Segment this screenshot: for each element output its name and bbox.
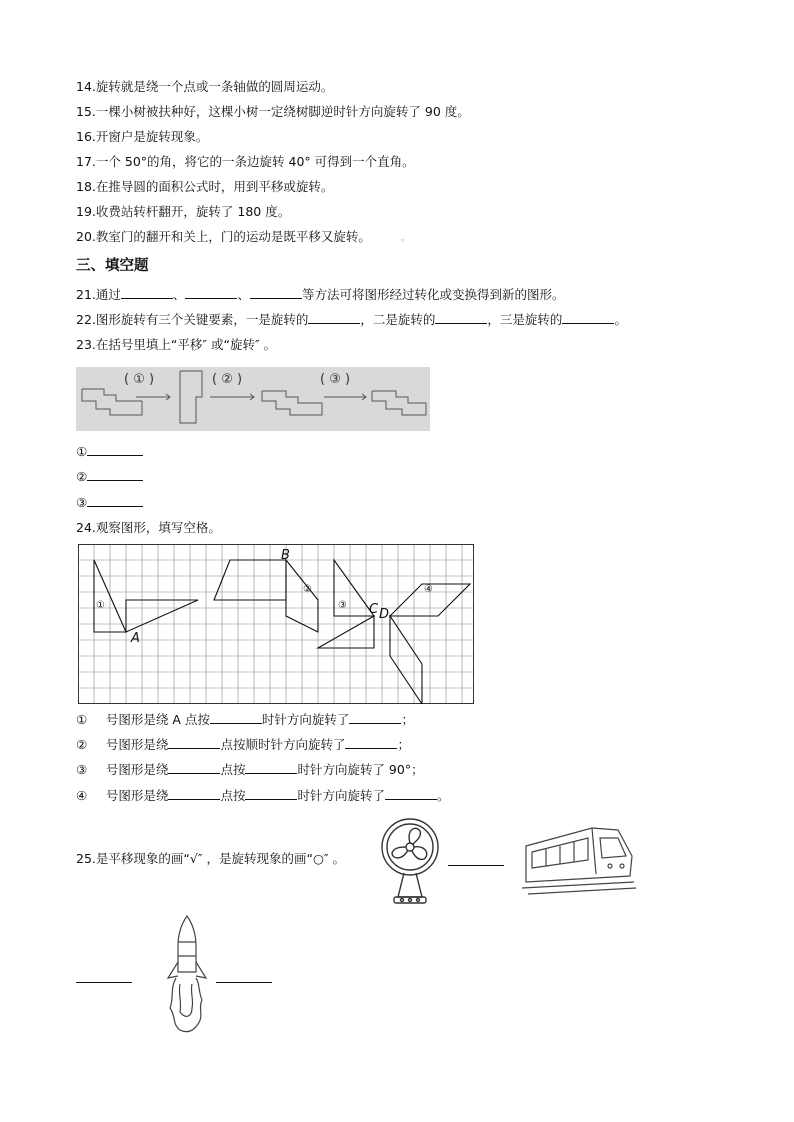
train-icon bbox=[522, 816, 638, 896]
fan-answer-blank[interactable] bbox=[448, 853, 504, 869]
question-25: 25.是平移现象的画“√″ ，是旋转现象的画“○″ 。 bbox=[76, 851, 346, 866]
shape-3-rotated bbox=[318, 616, 374, 648]
answer-blank[interactable] bbox=[245, 787, 297, 800]
answer-blank[interactable] bbox=[121, 286, 173, 299]
answer-line-2: ② bbox=[76, 468, 143, 486]
label-1: ( ① ) bbox=[124, 372, 155, 387]
answer-blank[interactable] bbox=[562, 311, 614, 324]
rotation-grid bbox=[78, 544, 474, 704]
answer-blank[interactable] bbox=[168, 761, 220, 774]
shape-2 bbox=[214, 560, 286, 600]
rocket-icon bbox=[160, 912, 214, 1036]
question-23: 23.在括号里填上“平移″ 或“旋转″ 。 bbox=[76, 337, 277, 352]
answer-blank[interactable] bbox=[168, 787, 220, 800]
point-label-d: D bbox=[379, 607, 390, 622]
label-2: ( ② ) bbox=[212, 372, 243, 387]
question-24: 24.观察图形，填写空格。 bbox=[76, 520, 221, 535]
answer-blank[interactable] bbox=[87, 468, 143, 481]
point-label-b: B bbox=[281, 548, 290, 563]
answer-blank[interactable] bbox=[168, 736, 220, 749]
shape-label-1: ① bbox=[96, 600, 105, 611]
answer-blank[interactable] bbox=[349, 711, 401, 724]
q24-item-3: ③ 号图形是绕 点按 时针方向旋转了 90°； bbox=[76, 762, 424, 777]
question-22: 22.图形旋转有三个关键要素，一是旋转的 ，二是旋转的 ，三是旋转的 。 bbox=[76, 312, 627, 327]
shape-4-rotated bbox=[390, 616, 422, 704]
shape-label-4: ④ bbox=[424, 584, 433, 595]
shape-1-rotated bbox=[126, 600, 198, 632]
translation-figure bbox=[76, 367, 430, 431]
answer-blank[interactable] bbox=[385, 787, 437, 800]
q24-item-1: ① 号图形是绕 A 点按 时针方向旋转了 ； bbox=[76, 712, 414, 727]
rocket-answer-blank-left[interactable] bbox=[76, 970, 132, 986]
question-21: 21.通过 、 、 等方法可将图形经过转化或变换得到新的图形。 bbox=[76, 287, 565, 302]
question-16: 16.开窗户是旋转现象。 bbox=[76, 129, 209, 144]
answer-line-1: ① bbox=[76, 443, 143, 461]
fan-icon bbox=[378, 815, 442, 907]
answer-blank[interactable] bbox=[308, 311, 360, 324]
answer-blank[interactable] bbox=[87, 443, 143, 456]
point-label-a: A bbox=[131, 631, 140, 646]
question-20: 20.教室门的翻开和关上，门的运动是既平移又旋转。 [ ] bbox=[76, 229, 405, 244]
shape-label-2: ② bbox=[303, 584, 312, 595]
point-label-c: C bbox=[369, 602, 379, 617]
rocket-answer-blank-right[interactable] bbox=[216, 970, 272, 986]
answer-blank[interactable] bbox=[345, 736, 397, 749]
answer-blank[interactable] bbox=[245, 761, 297, 774]
answer-line-3: ③ bbox=[76, 494, 143, 512]
q24-item-2: ② 号图形是绕 点按顺时针方向旋转了 ； bbox=[76, 737, 410, 752]
rotation-grid-figure bbox=[78, 544, 474, 704]
question-14: 14.旋转就是绕一个点或一条轴做的圆周运动。 bbox=[76, 79, 334, 94]
shape-label-3: ③ bbox=[338, 600, 347, 611]
label-3: ( ③ ) bbox=[320, 372, 351, 387]
section-heading: 三、填空题 bbox=[76, 258, 149, 274]
question-19: 19.收费站转杆翻开，旋转了 180 度。 bbox=[76, 204, 291, 219]
answer-blank[interactable] bbox=[435, 311, 487, 324]
question-17: 17.一个 50°的角，将它的一条边旋转 40° 可得到一个直角。 bbox=[76, 154, 415, 169]
answer-blank[interactable] bbox=[250, 286, 302, 299]
question-15: 15.一棵小树被扶种好，这棵小树一定绕树脚逆时针方向旋转了 90 度。 bbox=[76, 104, 470, 119]
answer-blank[interactable] bbox=[87, 494, 143, 507]
answer-blank[interactable] bbox=[185, 286, 237, 299]
q24-item-4: ④ 号图形是绕 点按 时针方向旋转了 。 bbox=[76, 788, 450, 803]
answer-blank[interactable] bbox=[210, 711, 262, 724]
question-18: 18.在推导圆的面积公式时，用到平移或旋转。 bbox=[76, 179, 334, 194]
